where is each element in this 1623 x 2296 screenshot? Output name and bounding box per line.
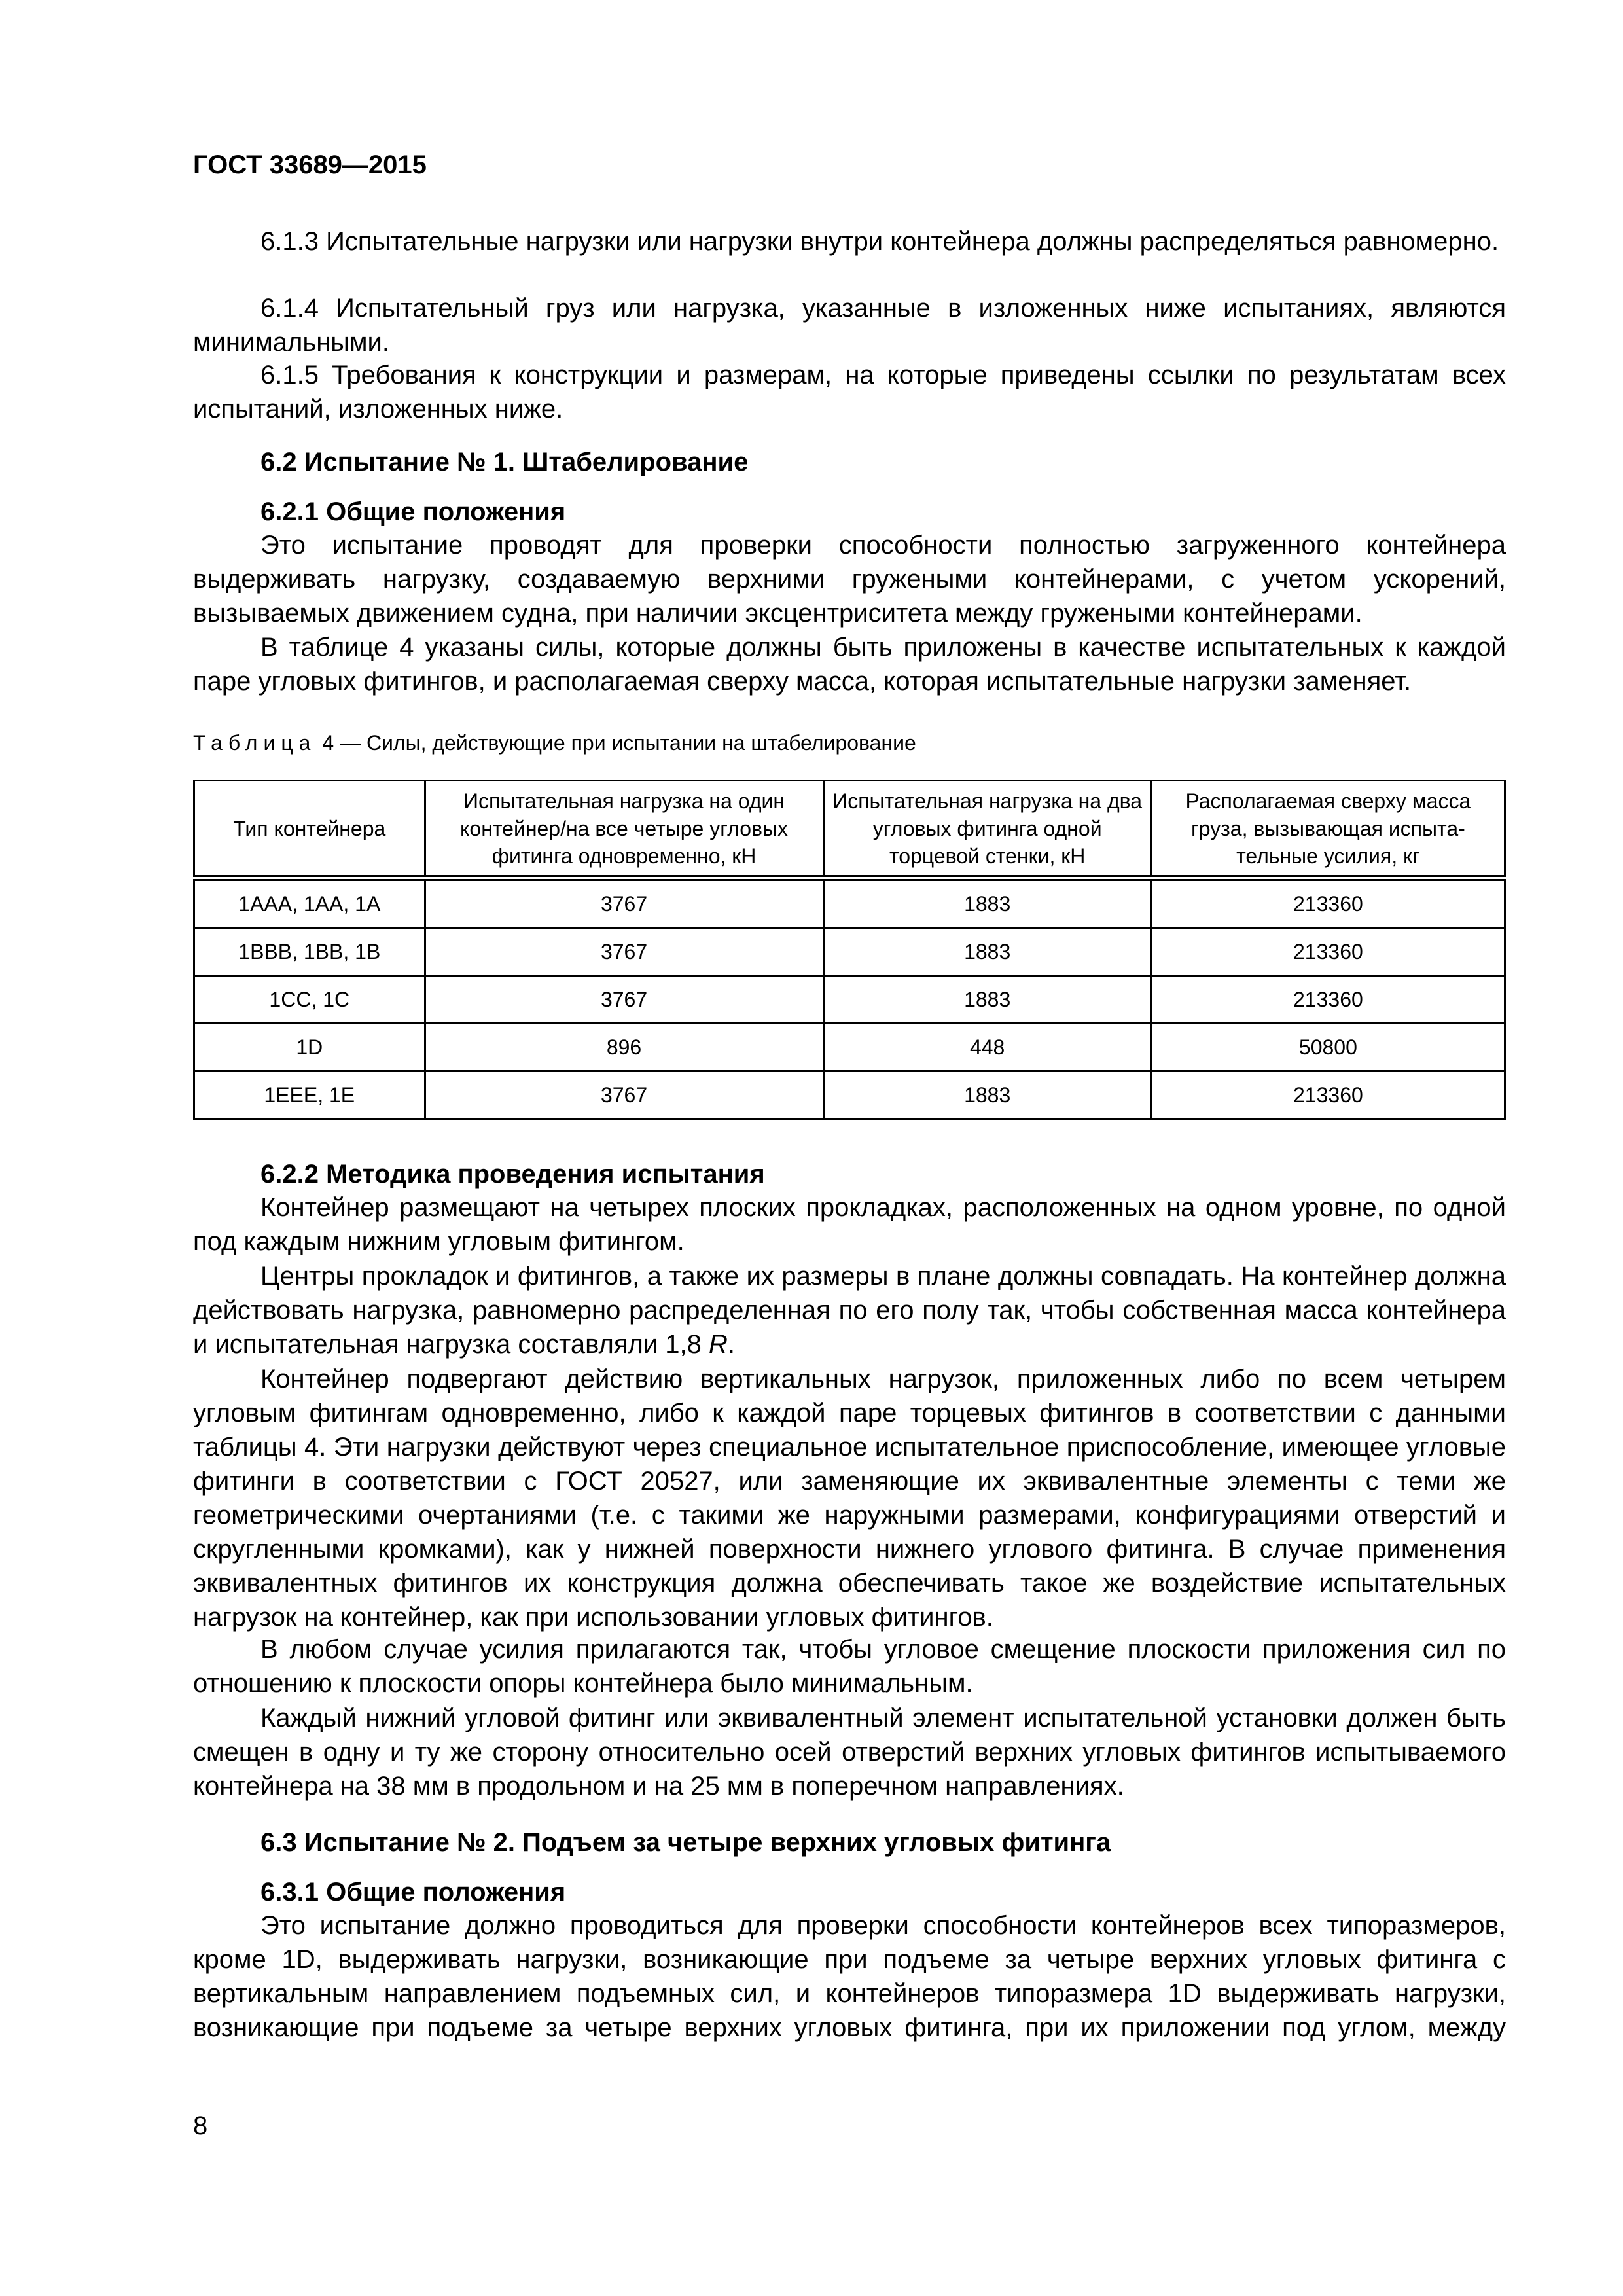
table-row <box>194 1071 1505 1119</box>
column-header: Располагаемая сверху масса груза, вызывающая испыта-тельные усилия, кг <box>1151 781 1505 878</box>
table-caption <box>193 728 1506 757</box>
heading-6-2-2: 6.2.2 Методика проведения испытания <box>260 1160 765 1189</box>
heading-6-3-1: 6.3.1 Общие положения <box>260 1878 566 1907</box>
table-cell: 1883 <box>823 878 1151 928</box>
table-cell: 213360 <box>1151 976 1505 1024</box>
paragraph-6-3-1: Это испытание должно проводиться для проверки способности контейнеров всех типоразмеров, кроме 1D, выдерживать нагрузки, возникающие при подъеме за четыре верхних угловых фитинга с вертикальным направлением подъемных сил, и контейнеров типоразмера 1D выдерживать нагрузки, возникающие при подъеме за четыре верхних угловых фитинга, при их приложении под углом, между <box>193 1911 1506 2042</box>
table-row <box>194 976 1505 1024</box>
paragraph-6-2-2-a: Контейнер размещают на четырех плоских прокладках, расположенных на одном уровне, по одной под каждым нижним угловым фитингом. <box>193 1193 1506 1256</box>
table-cell: 896 <box>425 1024 823 1071</box>
table-caption-text: — Силы, действующие при испытании на штабелирование <box>340 731 916 755</box>
table-cell: 213360 <box>1151 878 1505 928</box>
table-header-row <box>194 781 1505 878</box>
document-header: ГОСТ 33689—2015 <box>193 151 427 179</box>
table-cell: 3767 <box>425 1071 823 1119</box>
table-cell: 1883 <box>823 928 1151 976</box>
paragraph-6-2-2-c: Контейнер подвергают действию вертикальных нагрузок, приложенных либо по всем четырем угловым фитингам одновременно, либо к каждой паре торцевых фитингов в соответствии с данными таблицы 4. Эти нагрузки действуют через специальное испытательное приспособление, имеющее угловые фитинги в соответствии с ГОСТ 20527, или заменяющие их эквивалентные элементы с теми же геометрическими очертаниями (т.е. с такими же наружными размерами, конфигурациями отверстий и скругленными кромками), как у нижней поверхности нижнего углового фитинга. В случае применения эквивалентных фитингов их конструкция должна обеспечивать такое же воздействие испытательных нагрузок на контейнер, как при использовании угловых фитингов. <box>193 1365 1506 1632</box>
heading-6-2-1: 6.2.1 Общие положения <box>260 497 566 526</box>
page-number: 8 <box>193 2111 208 2140</box>
table-cell: 1CC, 1C <box>194 976 425 1024</box>
table-cell: 3767 <box>425 928 823 976</box>
table-row <box>194 1024 1505 1071</box>
table-cell: 3767 <box>425 976 823 1024</box>
table-cell: 1D <box>194 1024 425 1071</box>
heading-6-3: 6.3 Испытание № 2. Подъем за четыре верхних угловых фитинга <box>260 1828 1111 1857</box>
variable-r: R <box>709 1330 728 1359</box>
table-cell: 50800 <box>1151 1024 1505 1071</box>
paragraph-text: . <box>727 1330 736 1359</box>
table-cell: 213360 <box>1151 928 1505 976</box>
heading-6-2: 6.2 Испытание № 1. Штабелирование <box>260 448 749 476</box>
table-cell: 448 <box>823 1024 1151 1071</box>
paragraph-6-1-5: 6.1.5 Требования к конструкции и размерам, на которые приведены ссылки по результатам всех испытаний, изложенных ниже. <box>193 361 1506 423</box>
paragraph-6-1-3: 6.1.3 Испытательные нагрузки или нагрузки внутри контейнера должны распределяться равномерно. <box>260 227 1499 256</box>
table-cell: 3767 <box>425 878 823 928</box>
table-row <box>194 878 1505 928</box>
table-cell: 1BBB, 1BB, 1B <box>194 928 425 976</box>
table-cell: 1AAA, 1AA, 1A <box>194 878 425 928</box>
table-caption-number: 4 <box>322 731 334 755</box>
forces-table <box>193 780 1506 1120</box>
table-cell: 1883 <box>823 1071 1151 1119</box>
paragraph-6-2-1-b: В таблице 4 указаны силы, которые должны быть приложены в качестве испытательных к каждой паре угловых фитингов, и располагаемая сверху масса, которая испытательные нагрузки заменяет. <box>193 633 1506 696</box>
table-caption-label: Таблица <box>193 731 317 755</box>
paragraph-6-1-4: 6.1.4 Испытательный груз или нагрузка, указанные в изложенных ниже испытаниях, являются минимальными. <box>193 294 1506 357</box>
paragraph-6-2-1-a: Это испытание проводят для проверки способности полностью загруженного контейнера выдерживать нагрузку, создаваемую верхними гружеными контейнерами, с учетом ускорений, вызываемых движением судна, при наличии эксцентриситета между гружеными контейнерами. <box>193 531 1506 628</box>
column-header: Испытательная нагрузка на один контейнер/на все четыре угловых фитинга одновременно, кН <box>425 781 823 878</box>
paragraph-6-2-2-d: В любом случае усилия прилагаются так, чтобы угловое смещение плоскости приложения сил по отношению к плоскости опоры контейнера было минимальным. <box>193 1635 1506 1698</box>
column-header: Тип контейнера <box>194 781 425 878</box>
paragraph-6-2-2-b <box>193 1259 1506 1361</box>
column-header: Испытательная нагрузка на два угловых фитинга одной торцевой стенки, кН <box>823 781 1151 878</box>
table-cell: 1EEE, 1E <box>194 1071 425 1119</box>
table-cell: 1883 <box>823 976 1151 1024</box>
paragraph-6-2-2-e: Каждый нижний угловой фитинг или эквивалентный элемент испытательной установки должен быть смещен в одну и ту же сторону относительно осей отверстий верхних угловых фитингов испытываемого контейнера на 38 мм в продольном и на 25 мм в поперечном направлениях. <box>193 1704 1506 1801</box>
paragraph-text: Центры прокладок и фитингов, а также их размеры в плане должны совпадать. На контейнер должна действовать нагрузка, равномерно распределенная по его полу так, чтобы собственная масса контейнера и испытательная нагрузка составляли 1,8 <box>193 1262 1506 1359</box>
table-cell: 213360 <box>1151 1071 1505 1119</box>
table-row <box>194 928 1505 976</box>
